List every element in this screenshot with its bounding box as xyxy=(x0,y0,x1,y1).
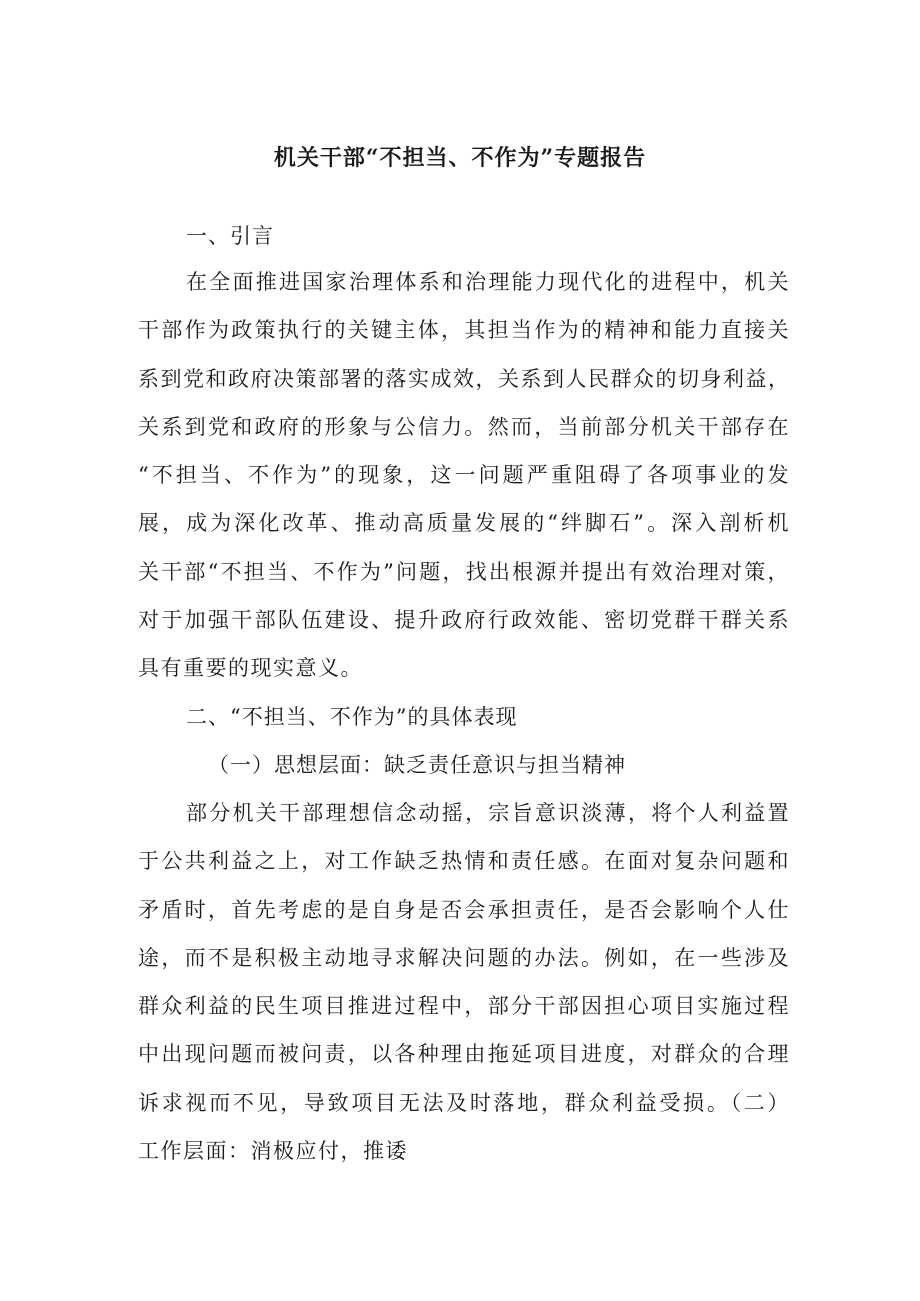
paragraph-line: 矛盾时，首先考虑的是自身是否会承担责任，是否会影响个人仕 xyxy=(138,897,790,922)
section-heading-manifestations: 二、“不担当、不作为”的具体表现 xyxy=(186,705,518,729)
paragraph-line: 途，而不是积极主动地寻求解决问题的办法。例如，在一些涉及 xyxy=(138,945,790,970)
paragraph-line: 关干部“不担当、不作为”问题，找出根源并提出有效治理对策， xyxy=(138,559,790,584)
paragraph-line: 中出现问题而被问责，以各种理由拖延项目进度，对群众的合理 xyxy=(138,1042,790,1067)
subsection-heading-ideological: （一）思想层面：缺乏责任意识与担当精神 xyxy=(208,753,626,777)
document-title: 机关干部“不担当、不作为”专题报告 xyxy=(273,145,647,171)
paragraph-line: 于公共利益之上，对工作缺乏热情和责任感。在面对复杂问题和 xyxy=(138,849,790,874)
ideological-paragraph xyxy=(138,789,790,1175)
paragraph-line: 工作层面：消极应付，推诿 xyxy=(138,1139,408,1164)
paragraph-line: 关系到党和政府的形象与公信力。然而，当前部分机关干部存在 xyxy=(138,414,790,439)
paragraph-line: 群众利益的民生项目推进过程中，部分干部因担心项目实施过程 xyxy=(138,994,790,1019)
paragraph-line: 展，成为深化改革、推动高质量发展的“绊脚石”。深入剖析机 xyxy=(138,511,790,536)
paragraph-line: 诉求视而不见，导致项目无法及时落地，群众利益受损。（二） xyxy=(138,1090,790,1115)
paragraph-line: 干部作为政策执行的关键主体，其担当作为的精神和能力直接关 xyxy=(138,318,790,343)
section-heading-introduction: 一、引言 xyxy=(186,224,274,248)
paragraph-line: 系到党和政府决策部署的落实成效，关系到人民群众的切身利益， xyxy=(138,366,791,391)
introduction-paragraph xyxy=(138,258,790,693)
paragraph-line: 具有重要的现实意义。 xyxy=(138,656,363,681)
paragraph-line: 对于加强干部队伍建设、提升政府行政效能、密切党群干群关系 xyxy=(138,608,790,633)
paragraph-line: 部分机关干部理想信念动摇，宗旨意识淡薄，将个人利益置 xyxy=(186,801,790,825)
paragraph-line: 在全面推进国家治理体系和治理能力现代化的进程中，机关 xyxy=(186,270,790,294)
paragraph-line: “不担当、不作为”的现象，这一问题严重阻碍了各项事业的发 xyxy=(138,463,790,488)
